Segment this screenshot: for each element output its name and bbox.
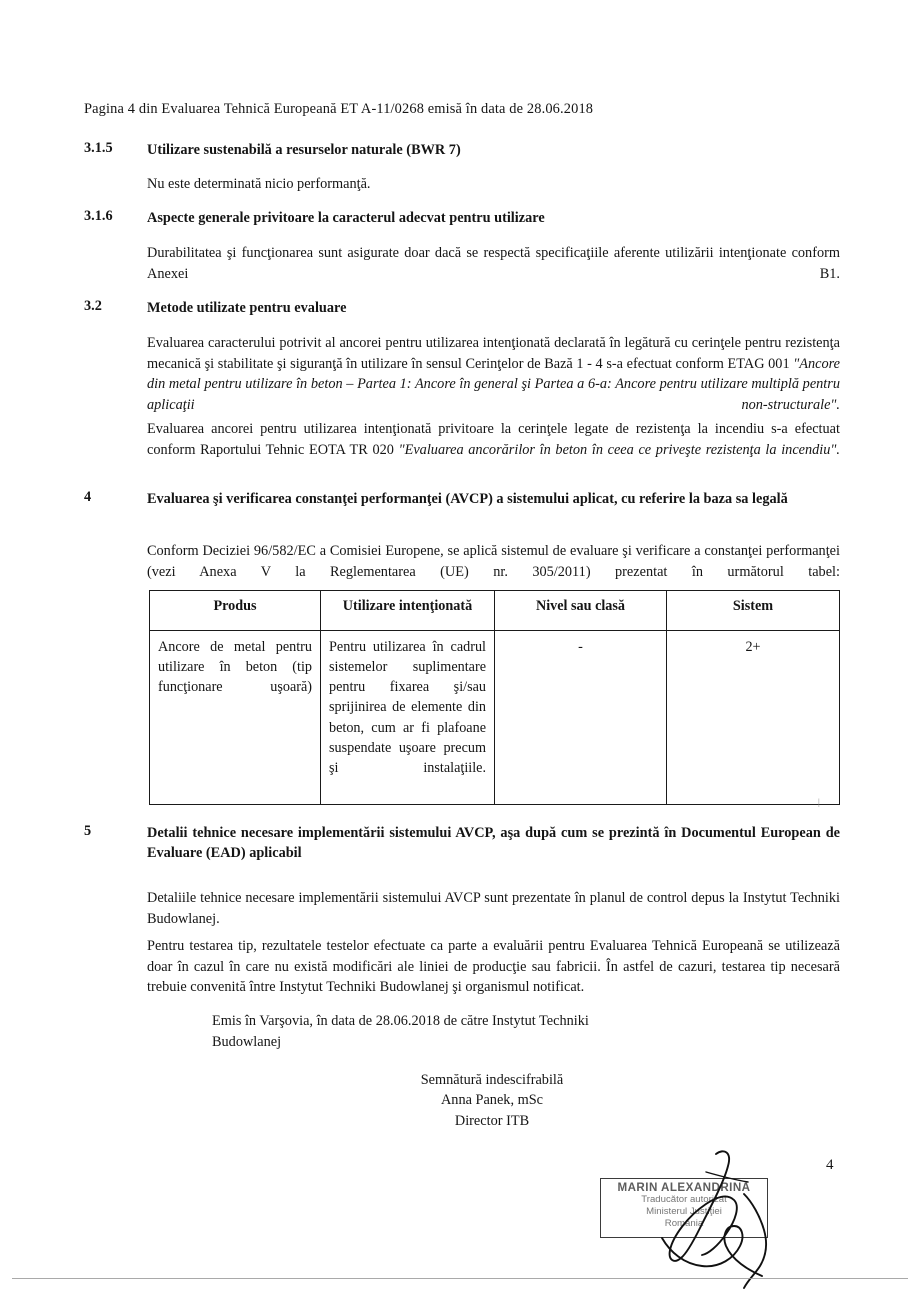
cell-sistem: 2+: [667, 631, 840, 805]
para-italic-citation: "Ancore din metal pentru utilizare în beton – Partea 1: Ancore în general şi Partea a 6-a: Ancore pentru utilizare multiplă pentru aplicaţii non-structurale".: [147, 355, 840, 414]
column-header-produs: Produs: [150, 591, 321, 631]
avcp-table: [149, 590, 840, 805]
section-number: 3.2: [84, 298, 102, 314]
section-3-1-6-body: Durabilitatea şi funcţionarea sunt asigurate doar dacă se respectă specificaţiile aferente utilizării intenţionate conform Anexei B1.: [147, 245, 840, 282]
stamp-country: România: [664, 1218, 704, 1230]
para-italic-citation: "Evaluarea ancorărilor în beton în ceea ce priveşte rezistenţa la incendiu".: [398, 441, 841, 458]
stamp-authority: Ministerul Justiţiei: [646, 1206, 722, 1218]
section-5-body-2: Pentru testarea tip, rezultatele testelor efectuate ca parte a evaluării pentru Evaluarea Tehnică Europeană se utilizează doar în cazul în care nu există modificări ale liniei de producţie sau fabricii. În astfel de cazuri, testarea tip necesară trebuie convenită între Instytut Techniki Budowlanej şi organismul notificat.: [147, 938, 840, 996]
signatory-title: Director ITB: [454, 1112, 530, 1129]
section-3-2-paragraph-2: [147, 419, 840, 481]
section-title: Metode utilizate pentru evaluare: [147, 300, 347, 316]
table-row: [150, 631, 840, 805]
signature-block: [212, 1070, 772, 1131]
translator-stamp-area: [596, 1146, 846, 1286]
section-title: Aspecte generale privitoare la caracterul adecvat pentru utilizare: [147, 210, 545, 226]
section-number: 3.1.6: [84, 208, 113, 224]
cell-nivel: -: [495, 631, 667, 805]
page-number: 4: [826, 1157, 834, 1173]
cell-utilizare: Pentru utilizarea în cadrul sistemelor suplimentare pentru fixarea şi/sau sprijinirea de elemente din beton, cum ar fi plafoane suspendate uşoare precum şi instalaţiile.: [321, 631, 495, 805]
section-title: Evaluarea şi verificarea constanţei performanţei (AVCP) a sistemului aplicat, cu referire la baza sa legală: [147, 491, 788, 507]
section-3-1-5-body: Nu este determinată nicio performanţă.: [147, 176, 371, 192]
table-header-row: [150, 591, 840, 631]
issue-statement: Emis în Varşovia, în data de 28.06.2018 de către Instytut Techniki Budowlanej: [212, 1013, 589, 1051]
section-title: Utilizare sustenabilă a resurselor naturale (BWR 7): [147, 142, 461, 158]
section-4-body: Conform Deciziei 96/582/EC a Comisiei Europene, se aplică sistemul de evaluare şi verificare a constanţei performanţei (vezi Anexa V la Reglementarea (UE) nr. 305/2011) prezentat în următorul tabel:: [147, 543, 840, 580]
page-header-line: Pagina 4 din Evaluarea Tehnică Europeană ET A-11/0268 emisă în data de 28.06.2018: [84, 101, 594, 117]
para-plain-text: Evaluarea ancorei pentru utilizarea intenţionată privitoare la cerinţele legate de rezistenţa la incendiu s-a efectuat conform Raportului Tehnic EOTA TR 020: [147, 421, 840, 458]
section-5-body-1: Detaliile tehnice necesare implementării sistemului AVCP sunt prezentate în planul de control depus la Instytut Techniki Budowlanej.: [147, 890, 840, 927]
column-header-nivel: Nivel sau clasă: [495, 591, 667, 631]
cell-produs: Ancore de metal pentru utilizare în beton (tip funcţionare uşoară): [150, 631, 321, 805]
column-header-utilizare: Utilizare intenţionată: [321, 591, 495, 631]
column-header-sistem: Sistem: [667, 591, 840, 631]
stamp-translator-role: Traducător autorizat: [641, 1194, 727, 1205]
section-number: 4: [84, 489, 92, 505]
stamp-translator-name: MARIN ALEXANDRINA: [617, 1181, 751, 1194]
section-number: 5: [84, 823, 92, 839]
translator-stamp-box: [600, 1178, 768, 1238]
section-number: 3.1.5: [84, 140, 113, 156]
signatory-name: Anna Panek, mSc: [440, 1092, 544, 1109]
para-plain-text: Evaluarea caracterului potrivit al ancorei pentru utilizarea intenţionată declarată în legătură cu cerinţele pentru rezistenţa mecanică şi stabilitate şi siguranţă în utilizare în sensul Cerinţelor de Bază 1 - 4 s-a efectuat conform ETAG 001: [147, 335, 840, 372]
scan-artifact-mark: |: [818, 797, 820, 807]
page-bottom-divider: [12, 1278, 908, 1279]
section-title: Detalii tehnice necesare implementării sistemului AVCP, aşa după cum se prezintă în Documentul European de Evaluare (EAD) aplicabil: [147, 825, 840, 862]
signature-label: Semnătură indescifrabilă: [420, 1072, 564, 1088]
